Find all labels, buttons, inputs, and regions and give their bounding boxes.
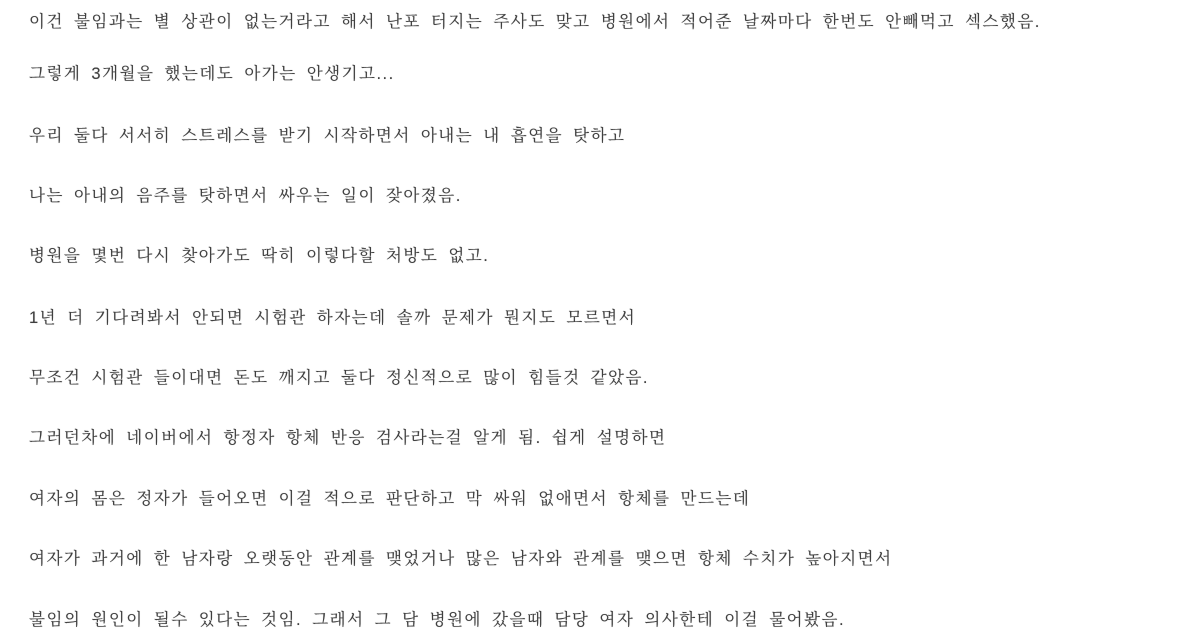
paragraph-line: 병원을 몇번 다시 찾아가도 딱히 이렇다할 처방도 없고.: [29, 247, 490, 265]
paragraph-line: 불임의 원인이 될수 있다는 것임. 그래서 그 담 병원에 갔을때 담당 여자 의사한테 이걸 물어봤음.: [29, 611, 846, 629]
paragraph-line: 1년 더 기다려봐서 안되면 시험관 하자는데 솔까 문제가 뭔지도 모르면서: [29, 309, 637, 327]
paragraph-line: 그렇게 3개월을 했는데도 아가는 안생기고...: [29, 65, 395, 83]
paragraph-line: 이건 불임과는 별 상관이 없는거라고 해서 난포 터지는 주사도 맞고 병원에서 적어준 날짜마다 한번도 안빼먹고 섹스했음.: [29, 13, 1041, 31]
paragraph-line: 여자의 몸은 정자가 들어오면 이걸 적으로 판단하고 막 싸워 없애면서 항체를 만드는데: [29, 490, 751, 508]
paragraph-line: 여자가 과거에 한 남자랑 오랫동안 관계를 맺었거나 많은 남자와 관계를 맺으면 항체 수치가 높아지면서: [29, 550, 893, 568]
paragraph-line: 무조건 시험관 들이대면 돈도 깨지고 둘다 정신적으로 많이 힘들것 같았음.: [29, 369, 650, 387]
paragraph-line: 그러던차에 네이버에서 항정자 항체 반응 검사라는걸 알게 됨. 쉽게 설명하면: [29, 429, 667, 447]
paragraph-line: 나는 아내의 음주를 탓하면서 싸우는 일이 잦아졌음.: [29, 187, 462, 205]
paragraph-line: 우리 둘다 서서히 스트레스를 받기 시작하면서 아내는 내 흡연을 탓하고: [29, 127, 626, 145]
